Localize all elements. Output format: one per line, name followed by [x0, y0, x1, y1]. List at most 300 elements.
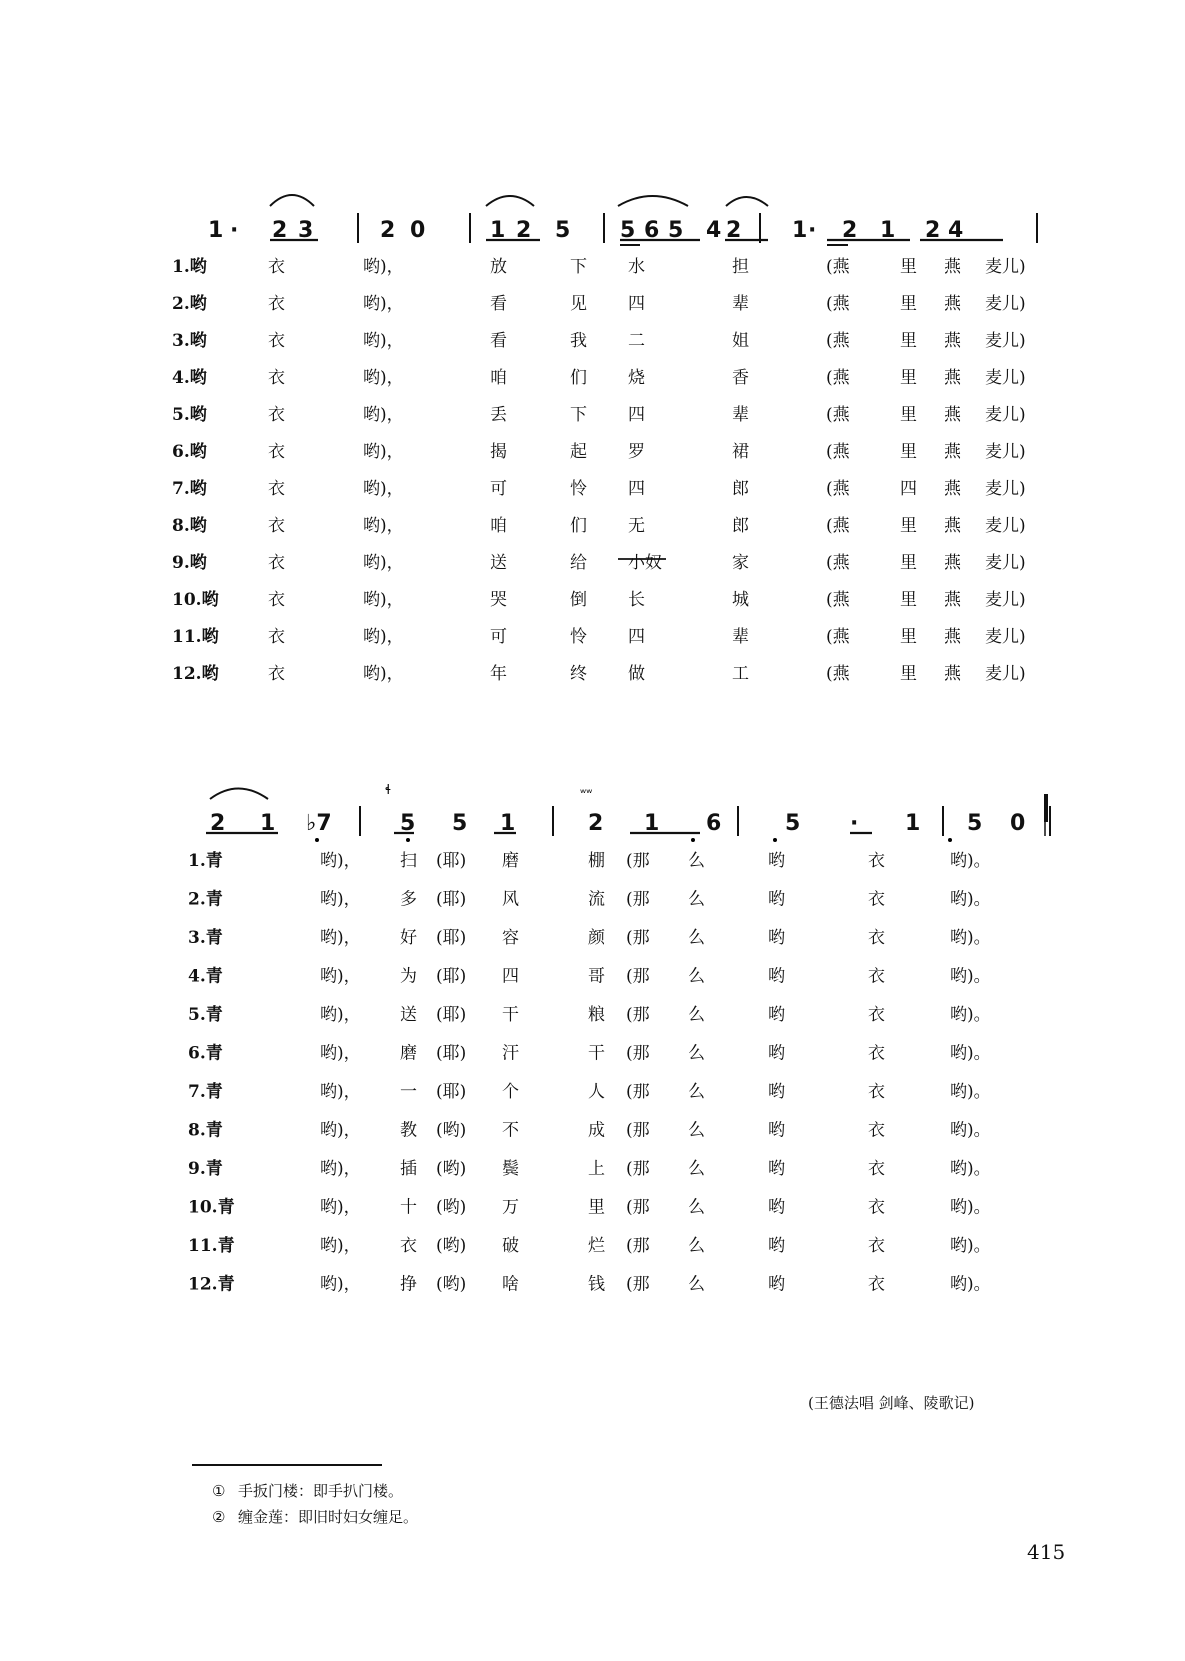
lyric-cell: 棚: [588, 851, 605, 871]
lyric-cell: 9.哟: [172, 553, 207, 573]
lyric-cell: 燕: [944, 257, 961, 277]
lyric-cell: 5.哟: [172, 405, 207, 425]
lyric-cell: 里: [900, 331, 917, 351]
lyric-cell: 四: [628, 627, 645, 647]
lyric-cell: 哟)。: [950, 1082, 991, 1102]
lyric-cell: (那: [626, 1159, 650, 1179]
lyric-cell: 哟)，: [320, 1120, 361, 1141]
lyric-cell: 衣: [868, 1005, 885, 1025]
lyric-cell: 衣: [868, 1043, 885, 1064]
lyric-cell: 4.哟: [172, 368, 207, 388]
lyric-cell: 郎: [732, 479, 749, 499]
note: 2: [516, 218, 532, 243]
lyric-cell: 里: [588, 1197, 605, 1218]
lyric-cell: 哟)，: [363, 590, 404, 610]
lyric-cell: 麦儿): [985, 479, 1026, 499]
lyric-cell: 衣: [400, 1236, 417, 1256]
lyric-cell: 衣: [868, 1120, 885, 1141]
lyric-cell: 哟)，: [363, 442, 404, 462]
lyric-cell: 姐: [732, 331, 749, 351]
lyric-cell: 6.青: [188, 1043, 223, 1064]
slur: [618, 196, 688, 206]
footnote-2: [212, 1504, 418, 1530]
grace-mark: ɬ: [385, 783, 392, 798]
performer-credit: (王德法唱 剑峰、陵歌记): [808, 1394, 975, 1412]
lyric-cell: 哟)。: [950, 1274, 991, 1295]
lyric-cell: 麦儿): [985, 516, 1026, 536]
lyric-cell: 12.哟: [172, 664, 219, 684]
lyric-cell: 哟: [768, 1082, 785, 1102]
lyric-cell: 四: [628, 479, 645, 499]
lyric-cell: 哟)，: [363, 294, 404, 314]
lyric-cell: 鬓: [502, 1159, 519, 1179]
note: 2: [210, 811, 226, 836]
note: 0: [1010, 811, 1026, 836]
lyric-cell: 11.哟: [172, 627, 219, 647]
lyric-cell: (燕: [826, 479, 850, 499]
lyric-cell: 燕: [944, 516, 961, 536]
lyric-cell: 哟)，: [363, 479, 404, 499]
note: 5: [452, 811, 468, 836]
lyric-cell: 里: [900, 516, 917, 536]
lyric-cell: 里: [900, 590, 917, 610]
lyric-cell: 流: [588, 889, 605, 910]
lyric-cell: 哟)。: [950, 1159, 991, 1179]
lyric-cell: 麦儿): [985, 405, 1026, 425]
lyric-cell: 咱: [490, 516, 507, 536]
lyric-cell: 哟)，: [320, 889, 361, 910]
note: 2: [380, 218, 396, 243]
lyric-cell: 么: [688, 851, 705, 871]
lyric-cell: 一: [400, 1082, 417, 1102]
lyric-cell: 干: [502, 1005, 519, 1025]
note: 0: [410, 218, 426, 243]
lyric-cell: 3.哟: [172, 331, 207, 351]
lyric-cell: 衣: [868, 1082, 885, 1102]
lyric-cell: 哟)，: [320, 1005, 361, 1025]
note: 1: [644, 811, 660, 836]
note: 1: [905, 811, 921, 836]
lyric-cell: 辈: [732, 405, 749, 425]
note: 2: [726, 218, 742, 243]
note: 3: [298, 218, 314, 243]
lyric-cell: 么: [688, 1274, 705, 1295]
footnote-text: 手扳门楼：即手扒门楼。: [238, 1482, 404, 1500]
lyric-cell: (那: [626, 851, 650, 871]
lyric-cell: 麦儿): [985, 590, 1026, 610]
note: 2: [588, 811, 604, 836]
lyric-cell: 麦儿): [985, 331, 1026, 351]
lyric-cell: 哟)，: [363, 553, 404, 573]
note: 5: [785, 811, 801, 836]
lyric-cell: 7.哟: [172, 479, 207, 499]
lyric-cell: 衣: [268, 627, 285, 647]
lyric-cell: 麦儿): [985, 664, 1026, 684]
lyric-cell: 衣: [868, 851, 885, 871]
lyric-cell: 燕: [944, 479, 961, 499]
lyric-cell: 终: [570, 664, 587, 684]
lyric-cell: 么: [688, 1120, 705, 1141]
lyric-cell: 城: [732, 590, 749, 610]
lyric-cell: 送: [490, 553, 507, 573]
lyric-cell: (那: [626, 1120, 650, 1141]
lyric-cell: 十: [400, 1197, 417, 1218]
footnote-mark: ①: [212, 1482, 226, 1500]
lyric-cell: 哟)，: [320, 928, 361, 948]
lyric-cell: 四: [628, 294, 645, 314]
lyric-cell: 咱: [490, 368, 507, 388]
octave-dot: [315, 838, 319, 842]
lyric-cell: 们: [570, 368, 587, 388]
note: 1: [792, 218, 808, 243]
lyric-cell: 哟)。: [950, 1197, 991, 1218]
lyric-cell: 1.青: [188, 851, 223, 871]
lyric-cell: 哟)，: [320, 851, 361, 871]
lyric-cell: 插: [400, 1159, 417, 1179]
lyric-cell: 么: [688, 1082, 705, 1102]
lyric-cell: 丢: [490, 405, 507, 425]
lyric-cell: 啥: [502, 1274, 519, 1295]
lyric-cell: 10.青: [188, 1197, 235, 1218]
lyric-cell: 么: [688, 928, 705, 948]
lyric-cell: 倒: [570, 590, 587, 610]
lyric-cell: (哟): [436, 1159, 467, 1179]
lyric-cell: 哟)。: [950, 966, 991, 987]
footnotes: [212, 1478, 418, 1530]
lyric-cell: (那: [626, 1082, 650, 1102]
lyric-cell: 衣: [268, 368, 285, 388]
lyric-cell: (燕: [826, 257, 850, 277]
lyric-cell: 为: [400, 966, 417, 987]
lyric-cell: 工: [732, 664, 749, 684]
lyric-cell: 看: [490, 294, 507, 314]
lyric-cell: 11.青: [188, 1236, 235, 1256]
lyric-cell: 衣: [268, 590, 285, 610]
lyric-cell: 衣: [268, 664, 285, 684]
lyric-cell: 哭: [490, 590, 507, 610]
lyric-cell: 烂: [588, 1236, 605, 1256]
note: 2: [272, 218, 288, 243]
lyric-cell: 衣: [268, 331, 285, 351]
system-2-notation: [210, 806, 1050, 836]
lyric-cell: 磨: [400, 1043, 417, 1064]
lyric-cell: 么: [688, 1236, 705, 1256]
lyric-cell: 挣: [400, 1274, 417, 1295]
lyric-cell: 衣: [868, 889, 885, 910]
lyric-cell: 1.哟: [172, 257, 207, 277]
lyric-cell: 看: [490, 331, 507, 351]
lyric-cell: 小奴: [628, 553, 662, 573]
lyric-cell: 衣: [868, 966, 885, 987]
lyric-cell: (那: [626, 928, 650, 948]
lyric-cell: 燕: [944, 627, 961, 647]
note: 1: [500, 811, 516, 836]
lyric-cell: 衣: [268, 442, 285, 462]
lyric-cell: 哟)。: [950, 928, 991, 948]
slur: [270, 195, 314, 206]
lyric-cell: 们: [570, 516, 587, 536]
lyric-cell: 燕: [944, 368, 961, 388]
lyric-cell: 哟: [768, 1236, 785, 1256]
lyric-cell: 哟: [768, 1005, 785, 1025]
lyric-cell: 辈: [732, 294, 749, 314]
lyric-cell: (燕: [826, 294, 850, 314]
lyric-cell: (燕: [826, 553, 850, 573]
lyric-cell: 放: [490, 257, 507, 277]
lyric-cell: 哟)，: [363, 331, 404, 351]
note: 1: [208, 218, 224, 243]
lyric-cell: 破: [502, 1236, 519, 1256]
lyric-cell: 风: [502, 889, 519, 910]
lyric-cell: 下: [570, 405, 587, 425]
lyric-cell: (燕: [826, 590, 850, 610]
system-1-lyrics: [172, 256, 1026, 684]
lyric-cell: (耶): [436, 966, 467, 987]
lyric-cell: 里: [900, 294, 917, 314]
lyric-cell: 哟)，: [363, 627, 404, 647]
lyric-cell: 哟)，: [320, 1159, 361, 1179]
lyric-cell: 哟)，: [320, 1274, 361, 1295]
note: 5: [668, 218, 684, 243]
slur: [726, 197, 768, 206]
lyric-cell: 麦儿): [985, 627, 1026, 647]
system-2-marks: [206, 783, 1048, 842]
note: 5: [967, 811, 983, 836]
lyric-cell: 个: [502, 1082, 519, 1102]
lyric-cell: 衣: [868, 1236, 885, 1256]
lyric-cell: 家: [732, 553, 749, 573]
lyric-cell: (哟): [436, 1236, 467, 1256]
lyric-cell: 哟)。: [950, 889, 991, 910]
lyric-cell: 2.青: [188, 889, 223, 910]
note: ·: [808, 218, 817, 243]
lyric-cell: 哟)，: [363, 368, 404, 388]
lyric-cell: (燕: [826, 405, 850, 425]
lyric-cell: (耶): [436, 889, 467, 910]
lyric-cell: 哟: [768, 1159, 785, 1179]
lyric-cell: 8.青: [188, 1120, 223, 1141]
lyric-cell: 哟)。: [950, 1043, 991, 1064]
lyric-cell: 4.青: [188, 966, 223, 987]
lyric-cell: 么: [688, 889, 705, 910]
lyric-cell: 下: [570, 257, 587, 277]
note: ♭7: [306, 811, 332, 836]
lyric-cell: 颜: [588, 928, 605, 948]
lyric-cell: 里: [900, 257, 917, 277]
lyric-cell: (那: [626, 1005, 650, 1025]
footnote-text: 缠金莲：即旧时妇女缠足。: [238, 1508, 419, 1526]
lyric-cell: 哟: [768, 1274, 785, 1295]
lyric-cell: 哟)，: [320, 1082, 361, 1102]
footnote-mark: ②: [212, 1508, 226, 1526]
trill-mark: ʷʷ: [580, 786, 593, 800]
note: 2: [925, 218, 941, 243]
note: 6: [644, 218, 660, 243]
lyric-cell: 不: [502, 1120, 519, 1141]
lyric-cell: 四: [628, 405, 645, 425]
lyric-cell: 可: [490, 479, 507, 499]
lyric-cell: 万: [502, 1197, 519, 1218]
lyric-cell: 哥: [588, 966, 605, 987]
lyric-cell: 多: [400, 889, 417, 910]
lyric-cell: 麦儿): [985, 257, 1026, 277]
lyric-cell: (燕: [826, 516, 850, 536]
lyric-cell: 钱: [588, 1274, 605, 1295]
lyric-cell: 里: [900, 405, 917, 425]
lyric-cell: 哟: [768, 851, 785, 871]
lyric-cell: 里: [900, 627, 917, 647]
lyric-cell: 哟)，: [363, 405, 404, 425]
lyric-cell: 衣: [868, 1197, 885, 1218]
lyric-cell: 教: [400, 1120, 417, 1141]
lyric-cell: 燕: [944, 553, 961, 573]
note: 4: [948, 218, 964, 243]
lyric-cell: 衣: [268, 516, 285, 536]
lyric-cell: 哟: [768, 966, 785, 987]
lyric-cell: 哟)。: [950, 1120, 991, 1141]
lyric-cell: 水: [628, 257, 645, 277]
lyric-cell: 衣: [268, 257, 285, 277]
final-barline: [1044, 794, 1048, 822]
lyric-cell: (哟): [436, 1274, 467, 1295]
lyric-cell: 哟)，: [363, 257, 404, 277]
lyric-cell: 燕: [944, 590, 961, 610]
lyric-cell: (那: [626, 889, 650, 910]
lyric-cell: 长: [628, 590, 645, 610]
lyric-cell: 么: [688, 966, 705, 987]
octave-dot: [948, 838, 952, 842]
lyric-cell: 2.哟: [172, 294, 207, 314]
octave-dot: [773, 838, 777, 842]
lyric-cell: 粮: [588, 1005, 605, 1025]
lyric-cell: (那: [626, 966, 650, 987]
lyric-cell: 起: [570, 442, 587, 462]
lyric-cell: 哟)。: [950, 851, 991, 871]
lyric-cell: 衣: [268, 479, 285, 499]
slur: [486, 196, 534, 206]
lyric-cell: 燕: [944, 331, 961, 351]
footnote-rule: [192, 1464, 382, 1466]
lyric-cell: 罗: [628, 442, 645, 462]
lyric-cell: 哟: [768, 889, 785, 910]
lyric-cell: 麦儿): [985, 294, 1026, 314]
note: 5: [620, 218, 636, 243]
lyric-cell: 9.青: [188, 1159, 223, 1179]
lyric-cell: 哟: [768, 1043, 785, 1064]
lyric-cell: 燕: [944, 442, 961, 462]
lyric-cell: 哟)，: [320, 1236, 361, 1256]
lyric-cell: 怜: [570, 479, 587, 499]
lyric-cell: 哟)，: [363, 664, 404, 684]
lyric-cell: 哟: [768, 1120, 785, 1141]
lyric-cell: 二: [628, 331, 645, 351]
note: 1: [880, 218, 896, 243]
lyric-cell: 么: [688, 1159, 705, 1179]
octave-dot: [691, 838, 695, 842]
lyric-cell: 给: [570, 553, 587, 573]
lyric-cell: 里: [900, 553, 917, 573]
lyric-cell: 汗: [502, 1043, 519, 1064]
lyric-cell: 无: [628, 516, 645, 536]
lyric-cell: 扫: [400, 851, 417, 871]
lyric-cell: 哟)。: [950, 1236, 991, 1256]
lyric-cell: 10.哟: [172, 590, 219, 610]
lyric-cell: 哟)，: [320, 1197, 361, 1218]
lyric-cell: 裙: [732, 442, 749, 462]
lyric-cell: 我: [570, 331, 587, 351]
lyric-cell: (燕: [826, 664, 850, 684]
lyric-cell: 哟: [768, 1197, 785, 1218]
lyric-cell: 四: [900, 479, 917, 499]
lyric-cell: 燕: [944, 664, 961, 684]
lyric-cell: (耶): [436, 1005, 467, 1025]
lyric-cell: 衣: [868, 1159, 885, 1179]
footnote-1: [212, 1478, 418, 1504]
lyric-cell: (那: [626, 1043, 650, 1064]
lyric-cell: 5.青: [188, 1005, 223, 1025]
lyric-cell: 送: [400, 1005, 417, 1025]
lyric-cell: 可: [490, 627, 507, 647]
lyric-cell: 哟)，: [320, 1043, 361, 1064]
lyric-cell: 哟)，: [363, 516, 404, 536]
lyric-cell: 么: [688, 1043, 705, 1064]
lyric-cell: 麦儿): [985, 553, 1026, 573]
lyric-cell: 燕: [944, 405, 961, 425]
note: 2: [842, 218, 858, 243]
lyric-cell: (耶): [436, 851, 467, 871]
lyric-cell: 成: [588, 1120, 605, 1141]
lyric-cell: 衣: [268, 405, 285, 425]
note: 4: [706, 218, 722, 243]
lyric-cell: 容: [502, 928, 519, 948]
lyric-cell: 衣: [868, 928, 885, 948]
lyric-cell: (那: [626, 1236, 650, 1256]
note: 1: [490, 218, 506, 243]
lyric-cell: (燕: [826, 331, 850, 351]
lyric-cell: 人: [588, 1082, 605, 1102]
lyric-cell: (耶): [436, 928, 467, 948]
lyric-cell: 燕: [944, 294, 961, 314]
lyric-cell: (燕: [826, 442, 850, 462]
note: ·: [850, 811, 859, 836]
lyric-cell: 烧: [628, 368, 645, 388]
page-number: 415: [1027, 1540, 1066, 1564]
lyric-cell: (那: [626, 1274, 650, 1295]
lyric-cell: 么: [688, 1005, 705, 1025]
lyric-cell: (哟): [436, 1120, 467, 1141]
lyric-cell: 做: [628, 664, 645, 684]
lyric-cell: 7.青: [188, 1082, 223, 1102]
lyric-cell: 干: [588, 1043, 605, 1064]
lyric-cell: 8.哟: [172, 516, 207, 536]
note: 5: [400, 811, 416, 836]
lyric-cell: 磨: [502, 851, 519, 871]
lyric-cell: 里: [900, 368, 917, 388]
lyric-cell: 里: [900, 442, 917, 462]
lyric-cell: (那: [626, 1197, 650, 1218]
note: 6: [706, 811, 722, 836]
lyric-cell: 6.哟: [172, 442, 207, 462]
lyric-cell: 见: [570, 294, 587, 314]
system-2-lyrics: [188, 850, 991, 1295]
lyric-cell: 郎: [732, 516, 749, 536]
lyric-cell: 上: [588, 1159, 605, 1179]
lyric-cell: 3.青: [188, 928, 223, 948]
lyric-cell: 麦儿): [985, 368, 1026, 388]
note: ·: [230, 218, 239, 243]
lyric-cell: (燕: [826, 368, 850, 388]
note: 1: [260, 811, 276, 836]
